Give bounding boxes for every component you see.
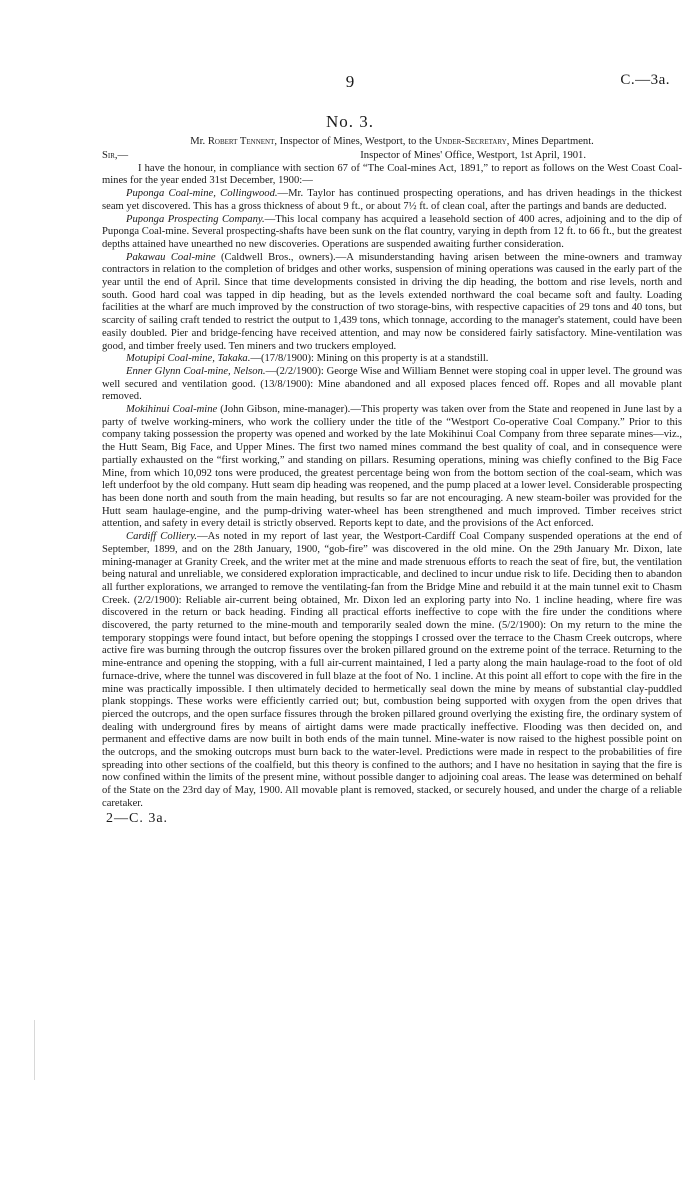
paragraph-text: (Caldwell Bros., owners).—A misunderstanding having arisen between the mine-owners and tramway contractors in relation to the completion of bridges and other works, suspension of mining operations was caused in the early part of the year until the end of April. Since that time developments consisted in driving the dip heading, the bottom and rise levels, north and south. Good hard coal was tapped in dip heading, but as the levels extended northward the coal became soft and faulty. Loading facilities at the wharf are much improved by the construction of two storage-bins, with respective capacities of 29 tons and 40 tons, but scarcity of sailing craft tended to restrict the output to 1,439 tons, which tonnage, according to the manager's statement, could have been easily doubled. Pier and bridge-fencing have received attention, and may now be considered fairly satisfactory. Mine-ventilation was good, and timber freely used. Ten miners and two truckers employed. bbox=[102, 251, 682, 352]
paragraph-pakawau bbox=[102, 252, 682, 354]
letter-address bbox=[102, 136, 682, 149]
intro-paragraph: I have the honour, in compliance with section 67 of “The Coal-mines Act, 1891,” to report as follows on the West Coast Coal-mines for the year ended 31st December, 1900:— bbox=[102, 162, 682, 187]
address-middle: , Inspector of Mines, Westport, to the bbox=[274, 136, 432, 147]
page-number: 9 bbox=[345, 72, 355, 91]
dateline-row bbox=[102, 150, 682, 163]
address-mr: Mr. bbox=[190, 136, 206, 147]
paragraph-cardiff bbox=[102, 531, 682, 810]
paragraph-mokihinui bbox=[102, 404, 682, 531]
document-reference: C.—3a. bbox=[620, 72, 670, 88]
paragraph-text: (John Gibson, mine-manager).—This property was taken over from the State and reopened in June last by a party of twelve working-miners, who work the colliery under the title of the “Westport Co-operative Coal Company.” Prior to this company taking possession the property was opened and worked by the late Mokihinui Coal Company from three separate mines—viz., the Hutt Seam, Big Face, and Upper Mines. The first two named mines command the best quality of coal, and in consequence were partially exhausted on the “first working,” and standing on pillars. Resuming operations, mining was chiefly confined to the Big Face Mine, from which 10,092 tons were produced, the greatest percentage being won from the bottom section of the coal-seam, which was left underfoot by the old company. Hutt seam dip heading was reopened, and the pump placed at a lower level. Considerable prospecting has been done north and south from the main heading, but results so far are not encouraging. A new steam-boiler was provided for the Hutt seam haulage-engine, and the pump-driving water-wheel has been strengthened and much improved. Timber receives strict attention, and safety in every detail is strictly observed. Reports kept to date, and the provisions of the Act enforced. bbox=[102, 404, 682, 530]
paragraph-text: —As noted in my report of last year, the Westport-Cardiff Coal Company suspended operations at the end of September, 1899, and on the 28th January, 1900, “gob-fire” was discovered in the old mine. On the 29th January Mr. Dixon, late mining-manager at Granity Creek, and the writer met at the mine and made strenuous efforts to reach the seat of fire, but, the ventilation being natural and unreliable, we considered exploration impracticable, and declined to incur undue risk to life. Deciding then to abandon all further explorations, we arranged to remove the ventilating-fan from the Bridge Mine and rebuild it at the main tunnel exit to Chasm Creek. (2/2/1900): Reliable air-current being obtained, Mr. Dixon led an exploring party into No. 1 incline heading, where fire was discovered in the return or back heading. Finding all practical efforts ineffective to cope with the fire under the conditions where discovered, the party returned to the mine-mouth and temporarily sealed down the mine. (5/2/1900): On my return to the mine the temporary stoppings were found intact, but before opening the stoppings I crossed over the terrace to the Chasm Creek outcrops, where active fire was burning through the outcrop fissures over the broken pillared ground on the extreme point of the terrace. Returning to the mine-entrance and opening the stopping, with a full air-current maintained, I led a party along the main haulage-road to the foot of old furnace-drive, where the tunnel was discovered in full blaze at the foot of No. 1 incline. At this point all effort to cope with the fire in the mine was practically impossible. I then ultimately decided to hermetically seal down the mine by means of substantial clay-puddled plank stoppings. These works were efficiently carried out; but, combustion being supported with oxygen from the open drives that pierced the outcrops, and the open surface fissures through the broken pillared ground overlying the existing fire, the ordinary system of dealing with underground fires by means of airtight dams were made practically ineffective. Flooding was then decided on, and permanent and effective dams are now built in both ends of the main tunnel. Mine-water is now raised to the highest possible point on the outcrops, and the smoking outcrops must burn back to the water-level. Predictions were made in respect to the probabilities of fire spreading into other sections of the coalfield, but this theory is confined to the authors; and I have no hesitation in saying that the fire is now confined within the limits of the present mine, without possible danger to adjoining coal areas. The lease was determined on behalf of the State on the 23rd day of May, 1900. All movable plant is removed, stacked, or securely housed, and under the charge of a reliable caretaker. bbox=[102, 531, 682, 809]
dateline: Inspector of Mines' Office, Westport, 1st April, 1901. bbox=[360, 149, 586, 161]
paragraph-text: —This local company has acquired a leasehold section of 400 acres, adjoining and to the dip of Puponga Coal-mine. Several prospecting-shafts have been sunk on the flat country, varying in depth from 12 ft. to 66 ft., but the greatest depths attained have unearthed no new discoveries. Operations are suspended awaiting further consideration. bbox=[102, 213, 682, 250]
paragraph-title: Mokihinui Coal-mine bbox=[126, 404, 218, 416]
paragraph-title: Puponga Coal-mine, Collingwood. bbox=[126, 188, 278, 200]
paragraph-enner-glynn bbox=[102, 366, 682, 404]
salutation: Sir,— bbox=[102, 149, 129, 161]
section-title: No. 3. bbox=[325, 112, 375, 131]
letter-body bbox=[102, 136, 682, 825]
paragraph-text: —(2/2/1900): George Wise and William Bennet were stoping coal in upper level. The ground was well secured and ventilation good. (13/8/1900): Mine abandoned and all exposed places fenced off. Ropes and all movable plant removed. bbox=[102, 365, 682, 403]
paragraph-title: Cardiff Colliery. bbox=[126, 531, 198, 543]
margin-rule bbox=[34, 1020, 35, 1080]
address-recipient: Under-Secretary bbox=[434, 136, 507, 147]
paragraph-title: Pakawau Coal-mine bbox=[126, 251, 216, 263]
paragraph-text: —Mr. Taylor has continued prospecting operations, and has driven headings in the thickest seam yet discovered. This has a gross thickness of about 9 ft., or about 7½ ft. of clean coal, after the partings and bands are deducted. bbox=[102, 188, 683, 212]
address-end: , Mines Department. bbox=[506, 136, 594, 147]
paragraph-title: Enner Glynn Coal-mine, Nelson. bbox=[126, 365, 266, 377]
paragraph-text: —(17/8/1900): Mining on this property is at a standstill. bbox=[250, 353, 489, 365]
paragraph-title: Puponga Prospecting Company. bbox=[126, 213, 265, 225]
paragraph-puponga-mine bbox=[102, 188, 682, 213]
signature-mark: 2—C. 3a. bbox=[106, 810, 169, 826]
address-name: Robert Tennent bbox=[207, 136, 275, 147]
paragraph-title: Motupipi Coal-mine, Takaka. bbox=[126, 353, 251, 365]
paragraph-puponga-prospecting bbox=[102, 214, 682, 252]
paragraph-motupipi bbox=[102, 353, 682, 366]
